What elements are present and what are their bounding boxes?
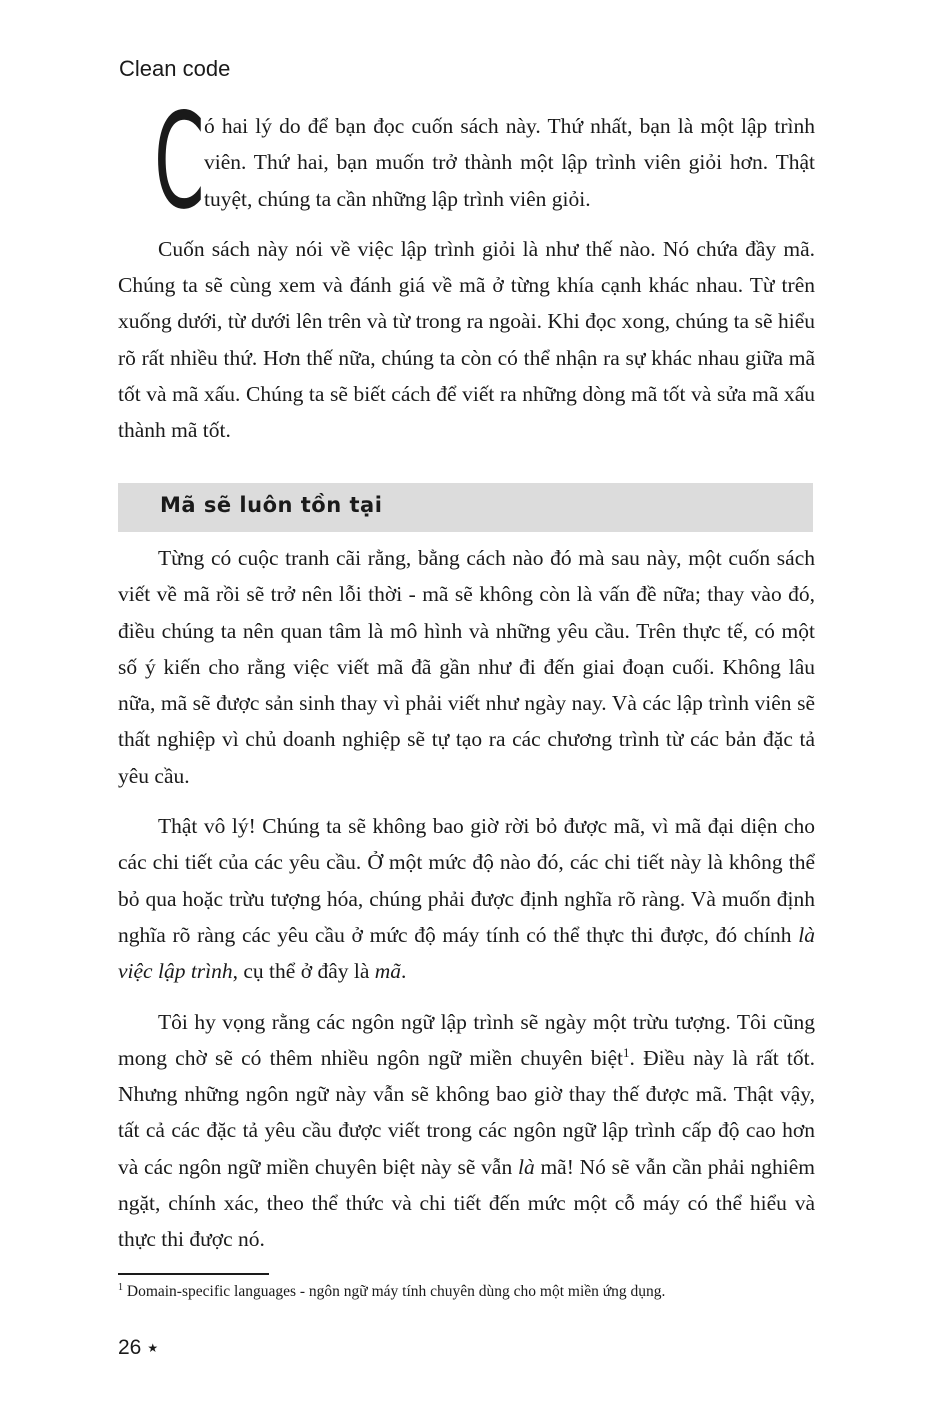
section-body	[118, 540, 815, 1258]
footnote-divider	[118, 1273, 269, 1275]
emphasis-text: là việc lập trình	[118, 922, 815, 984]
emphasis-text: là	[517, 1154, 535, 1179]
page-number: 26 ★	[118, 1336, 159, 1359]
section-paragraph-1: Từng có cuộc tranh cãi rằng, bằng cách nào đó mà sau này, một cuốn sách viết về mã rồi sẽ trở nên lỗi thời - mã sẽ không còn là vấn đề nữa; thay vào đó, điều chúng ta nên quan tâm là mô hình và những yêu cầu. Trên thực tế, có một số ý kiến cho rằng việc viết mã đã gần như đi đến giai đoạn cuối. Không lâu nữa, mã sẽ được sản sinh thay vì phải viết như ngày nay. Và các lập trình viên sẽ thất nghiệp vì chủ doanh nghiệp sẽ tự tạo ra các chương trình từ các bản đặc tả yêu cầu.	[118, 546, 815, 788]
intro-paragraph-1: Có hai lý do để bạn đọc cuốn sách này. Thứ nhất, bạn là một lập trình viên. Thứ hai, bạn muốn trở thành một lập trình viên giỏi hơn. Thật tuyệt, chúng ta cần những lập trình viên giỏi.	[154, 85, 815, 239]
footnote-reference[interactable]: 1	[623, 1044, 630, 1060]
running-head: Clean code	[119, 56, 231, 81]
footnote-marker: 1	[118, 1281, 123, 1293]
section-heading: Mã sẽ luôn tồn tại	[160, 493, 383, 517]
footnote-text: Domain-specific languages - ngôn ngữ máy tính chuyên dùng cho một miền ứng dụng.	[123, 1283, 666, 1300]
section-paragraph-3: Tôi hy vọng rằng các ngôn ngữ lập trình sẽ ngày một trừu tượng. Tôi cũng mong chờ sẽ có thêm nhiều ngôn ngữ miền chuyên biệt$^1$. Điều này là rất tốt. Nhưng những ngôn ngữ này vẫn sẽ không bao giờ thay thế được mã. Thật vậy, tất cả các đặc tả yêu cầu được viết trong các ngôn ngữ lập trình cấp độ cao hơn và các ngôn ngữ miền chuyên biệt này sẽ vẫn là mã! Nó sẽ vẫn cần phải nghiêm ngặt, chính xác, theo thể thức và chi tiết đến mức một cỗ máy có thể hiểu và thực thi được nó.	[118, 1009, 816, 1252]
section-paragraph-2: Thật vô lý! Chúng ta sẽ không bao giờ rời bỏ được mã, vì mã đại diện cho các chi tiết của các yêu cầu. Ở một mức độ nào đó, các chi tiết này là không thể bỏ qua hoặc trừu tượng hóa, chúng phải được định nghĩa rõ ràng. Và muốn định nghĩa rõ ràng các yêu cầu ở mức độ máy tính có thể thực thi được, đó chính là việc lập trình, cụ thể ở đây là mã.	[118, 814, 815, 984]
section-heading-bar	[118, 483, 813, 532]
footnote	[118, 1283, 665, 1301]
emphasis-text: mã	[374, 959, 402, 984]
intro-paragraph-2: Cuốn sách này nói về việc lập trình giỏi là như thế nào. Nó chứa đầy mã. Chúng ta sẽ cùng xem và đánh giá về mã ở từng khía cạnh khác nhau. Từ trên xuống dưới, từ dưới lên trên và từ trong ra ngoài. Khi đọc xong, chúng ta sẽ hiểu rõ rất nhiều thứ. Hơn thế nữa, chúng ta còn có thể nhận ra sự khác nhau giữa mã tốt và mã xấu. Chúng ta sẽ biết cách để viết ra những dòng mã tốt và sửa mã xấu thành mã tốt.	[118, 236, 815, 443]
intro-block	[118, 85, 815, 449]
star-icon: ★	[147, 1341, 159, 1356]
drop-cap: C	[154, 85, 205, 239]
